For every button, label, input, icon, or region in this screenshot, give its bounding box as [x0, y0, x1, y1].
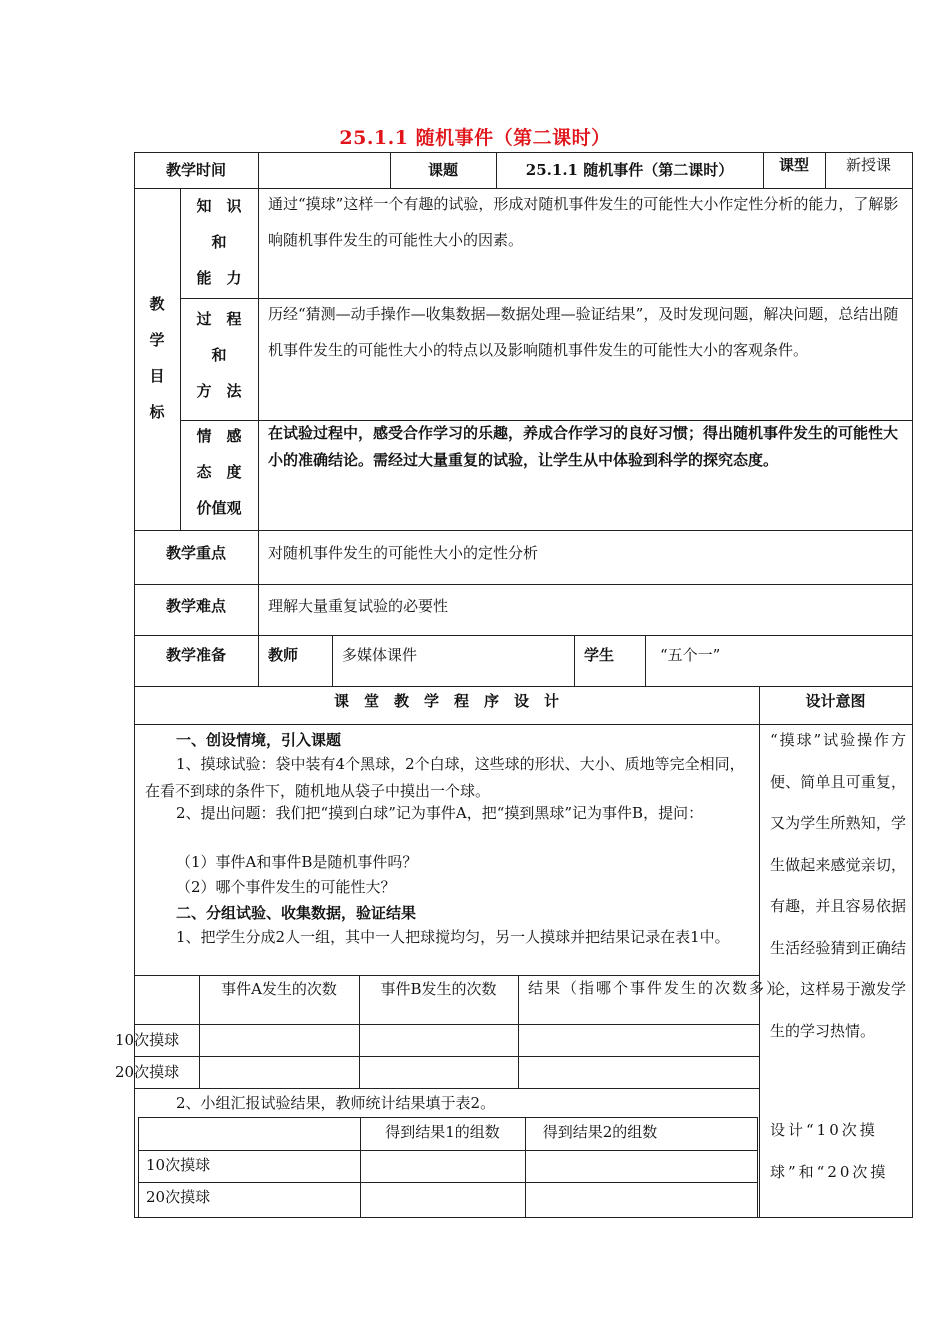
topic-label: 课题: [427, 161, 458, 179]
difficulty-label: 教学难点: [165, 597, 226, 615]
process-label-line: 方 法: [196, 382, 242, 400]
type-value: 新授课: [845, 156, 891, 174]
knowledge-label: [180, 188, 258, 296]
paragraph-4: 2、小组汇报试验结果，教师统计结果填于表2。: [176, 1094, 496, 1112]
table1-header-result: 结果（指哪个事件发生的次数多）: [528, 979, 784, 997]
emotion-text: 在试验过程中，感受合作学习的乐趣，养成合作学习的良好习惯；得出随机事件发生的可能性大小的准确结论。需经过大量重复的试验，让学生从中体验到科学的探究态度。: [268, 424, 899, 469]
table2-row-10: 10次摸球: [146, 1156, 211, 1174]
type-label: 课型: [778, 156, 809, 174]
process-label-line: 和: [211, 346, 227, 364]
emotion-label-line: 情 感: [196, 427, 242, 445]
prep-student-label: 学生: [584, 646, 615, 664]
prep-teacher-value: 多媒体课件: [342, 646, 418, 664]
knowledge-label-line: 知 识: [196, 197, 242, 215]
table2-row-20: 20次摸球: [146, 1188, 211, 1206]
paragraph-2: 2、提出问题：我们把“摸到白球”记为事件A，把“摸到黑球”记为事件B，提问：: [176, 804, 704, 822]
table1-row-20: 20次摸球: [115, 1063, 180, 1081]
topic-value: 25.1.1 随机事件（第二课时）: [525, 161, 734, 179]
difficulty-text: 理解大量重复试验的必要性: [268, 597, 449, 615]
section1-title: 一、创设情境，引入课题: [176, 731, 342, 749]
time-label: 教学时间: [165, 161, 226, 179]
intent-text-2: 设计“10次摸球”和“20次摸: [770, 1121, 889, 1181]
prep-student-value: “五个一”: [660, 646, 721, 664]
key-point-label: 教学重点: [165, 544, 226, 562]
table2-header-2: 得到结果2的组数: [542, 1123, 658, 1141]
knowledge-label-line: 能 力: [196, 269, 242, 287]
intent-heading: 设计意图: [805, 692, 866, 710]
prep-label: 教学准备: [165, 646, 226, 664]
table2-header-1: 得到结果1的组数: [385, 1123, 500, 1141]
page-title: 25.1.1 随机事件（第二课时）: [339, 127, 611, 149]
program-heading: 课 堂 教 学 程 序 设 计: [333, 692, 559, 710]
objectives-label-char: 教: [149, 295, 165, 313]
objectives-label-char: 学: [149, 331, 165, 349]
process-text: 历经“猜测—动手操作—收集数据—数据处理—验证结果”，及时发现问题，解决问题，总结出随机事件发生的可能性大小的特点以及影响随机事件发生的可能性大小的客观条件。: [268, 305, 899, 359]
objectives-label-char: 标: [149, 403, 165, 421]
section2-title: 二、分组试验、收集数据，验证结果: [176, 904, 417, 922]
table1-header-b: 事件B发生的次数: [380, 980, 497, 998]
objectives-label: [134, 286, 180, 430]
emotion-label-line: 态 度: [196, 463, 242, 481]
process-label: [180, 301, 258, 409]
paragraph-1: 1、摸球试验：袋中装有4个黑球，2个白球，这些球的形状、大小、质地等完全相同，在看不到球的条件下，随机地从袋子中摸出一个球。: [145, 755, 745, 800]
question-2: （2）哪个事件发生的可能性大？: [176, 878, 396, 896]
paragraph-3: 1、把学生分成2人一组，其中一人把球搅均匀，另一人摸球并把结果记录在表1中。: [176, 928, 730, 946]
key-point-text: 对随机事件发生的可能性大小的定性分析: [268, 544, 539, 562]
table1-header-a: 事件A发生的次数: [221, 980, 337, 998]
objectives-label-char: 目: [149, 367, 165, 385]
table1-row-10: 10次摸球: [115, 1031, 180, 1049]
knowledge-text: 通过“摸球”这样一个有趣的试验，形成对随机事件发生的可能性大小作定性分析的能力，了解影响随机事件发生的可能性大小的因素。: [268, 195, 899, 249]
question-1: （1）事件A和事件B是随机事件吗？: [176, 853, 418, 871]
emotion-label-line: 价值观: [196, 499, 242, 517]
knowledge-label-line: 和: [211, 233, 227, 251]
prep-teacher-label: 教师: [268, 646, 299, 664]
intent-text: “摸球”试验操作方便、简单且可重复，又为学生所熟知，学生做起来感觉亲切，有趣，并且容易依据生活经验猜到正确结论，这样易于激发学生的学习热情。: [770, 731, 906, 1040]
process-label-line: 过 程: [196, 310, 242, 328]
emotion-label: [180, 418, 258, 526]
